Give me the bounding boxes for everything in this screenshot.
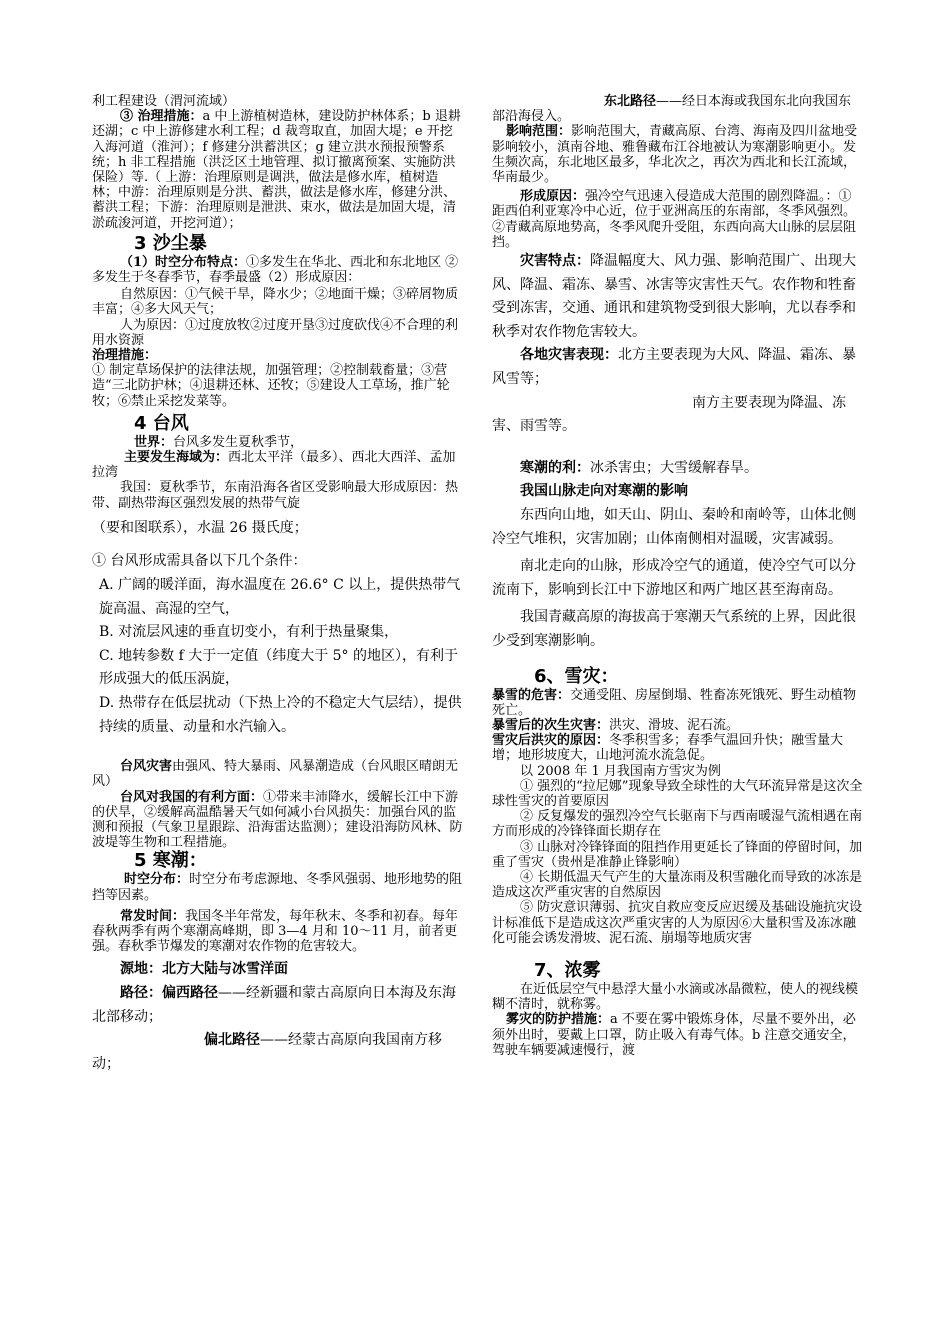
text: 降温幅度大、风力强、影响范围广、出现大风、降温、霜冻、暴雪、冰害等灾害性天气。农作物和牲畜受到冻害，交通、通讯和建筑物受到很大影响，尤以春季和秋季对农作物危害较大。 bbox=[492, 253, 856, 340]
list-item: D. 热带存在低层扰动（下热上冷的不稳定大气层结），提供持续的质量、动量和水汽输入。 bbox=[99, 695, 462, 735]
paragraph: 南北走向的山脉，形成冷空气的通道，使冷空气可以分流南下，影响到长江中下游地区和两广地区甚至海南岛。 bbox=[492, 558, 856, 598]
bold-label: 暴雪的危害： bbox=[492, 687, 571, 703]
paragraph bbox=[92, 909, 464, 955]
bold-label: 常发时间： bbox=[120, 908, 186, 924]
bold-label: 台风灾害 bbox=[120, 759, 173, 775]
paragraph bbox=[492, 124, 864, 185]
left-column bbox=[92, 94, 464, 1076]
paragraph bbox=[492, 189, 864, 250]
bold-label: 暴雪后的次生灾害： bbox=[492, 717, 610, 733]
bold-label: 主要发生海域为： bbox=[124, 450, 229, 466]
bold-label: ：偏西路径 bbox=[148, 985, 218, 1002]
bold-label: 寒潮的利： bbox=[520, 459, 590, 476]
text: 影响范围大，青藏高原、台湾、海南及四川盆地受影响较小，滇南谷地、雅鲁藏布江谷地被认为寒潮影响更小。发生频次高，东北地区最多，华北次之，再次为西北和长江流域，华南最少。 bbox=[492, 124, 858, 186]
section-heading-6: 6、雪灾： bbox=[534, 665, 619, 687]
paragraph bbox=[492, 1012, 864, 1058]
bold-label: 各地灾害表现： bbox=[520, 347, 618, 364]
right-column bbox=[492, 94, 864, 1058]
text: 洪灾、滑坡、泥石流。 bbox=[609, 717, 740, 733]
text: ——经新疆和蒙古高原向日本海及东海北部移动； bbox=[92, 985, 456, 1025]
list-item: ② 反复爆发的强烈冷空气长驱南下与西南暖湿气流相遇在南方而形成的冷锋锋面长期存在 bbox=[492, 809, 863, 840]
paragraph bbox=[492, 457, 864, 481]
text: 由强风、特大暴雨、风暴潮造成（台风眼区晴朗无风） bbox=[92, 759, 459, 790]
paragraph bbox=[492, 94, 864, 124]
text: ——经蒙古高原向我国南方移动； bbox=[92, 1032, 442, 1072]
bold-label: 时空分布： bbox=[124, 872, 190, 888]
text: 交通受阻、房屋倒塌、牲畜冻死饿死、野生动植物死亡。 bbox=[492, 687, 857, 718]
bold-label: 雾灾的防护措施： bbox=[506, 1012, 611, 1028]
list-item: C. 地转参数 f 大于一定值（纬度大于 5° 的地区），有利于形成强大的低压涡旋， bbox=[99, 647, 459, 688]
paragraph bbox=[492, 688, 864, 718]
section-heading-3: 3 沙尘暴 bbox=[134, 232, 207, 254]
paragraph bbox=[492, 733, 864, 763]
paragraph: 在近低层空气中悬浮大量小水滴或冰晶微粒，使人的视线模糊不清时，就称雾。 bbox=[492, 981, 859, 1013]
paragraph-heading: 源地：北方大陆与冰雪洋面 bbox=[120, 961, 288, 978]
paragraph bbox=[92, 982, 464, 1029]
paragraph bbox=[92, 872, 464, 902]
list-item: ③ 山脉对冷锋锋面的阻挡作用更延长了锋面的停留时间，加重了雪灾（贵州是准静止锋影响） bbox=[492, 839, 863, 870]
text: ①带来丰沛降水，缓解长江中下游的伏旱，②缓解高温酷暑天气如何减小台风损失：加强台风的监测和预报（气象卫星跟踪、沿海雷达监测）；建设沿海防风林、防波堤等生物和工程措施。 bbox=[92, 789, 463, 851]
paragraph bbox=[92, 759, 464, 789]
paragraph bbox=[92, 255, 464, 285]
text: a 不要在雾中锻炼身体，尽量不要外出，必须外出时，要戴上口罩，防止吸入有毒气体。b 注意交通安全，驾驶车辆要减速慢行，渡 bbox=[492, 1012, 856, 1058]
section-heading-5: 5 寒潮： bbox=[134, 850, 207, 872]
paragraph: 我国青藏高原的海拔高于寒潮天气系统的上界，因此很少受到寒潮影响。 bbox=[492, 609, 856, 649]
bold-label: 雪灾后洪灾的原因： bbox=[492, 733, 610, 749]
paragraph: 人为原因：①过度放牧②过度开垦③过度砍伐④不合理的利用水资源 bbox=[92, 317, 459, 348]
paragraph bbox=[92, 435, 464, 450]
bold-label: 灾害特点： bbox=[520, 253, 590, 270]
text: 台风多发生夏秋季节， bbox=[173, 434, 304, 450]
list-item: B. 对流层风速的垂直切变小，有利于热量聚集， bbox=[99, 624, 399, 641]
text: 冬季积雪多；春季气温回升快；融雪量大增；地形坡度大，山地河流水流急促。 bbox=[492, 733, 844, 764]
section-heading-7: 7、浓雾 bbox=[534, 959, 601, 981]
paragraph bbox=[92, 450, 464, 480]
text: a 中上游植树造林，建设防护林体系；b 退耕还湖；c 中上游修建水利工程；d 裁弯取直，加固大堤；e 开挖入海河道（淮河）；f 修建分洪蓄洪区；g 建立洪水预报预警系统；h 非工程措施（洪泛区土地管理、拟订撤离预案、实施防洪保险）等.（ 上游：治理原则是调洪，做法是修水库，植树造林；中游：治理原则是分洪、蓄洪，做法是修水库，修建分洪、蓄洪工程；下游：治理原则是泄洪、束水，做法是加固大堤，清淤疏浚河道，开挖河道）； bbox=[92, 109, 461, 231]
paragraph bbox=[492, 250, 864, 344]
paragraph: 自然原因：①气候干旱，降水少；②地面干燥；③碎屑物质丰富；④多大风天气； bbox=[92, 287, 459, 318]
bold-label: 台风对我国的有利方面： bbox=[120, 789, 264, 805]
paragraph bbox=[92, 790, 464, 851]
text: 时空分布考虑源地、冬季风强弱、地形地势的阻挡等因素。 bbox=[92, 872, 463, 903]
section-heading-4: 4 台风 bbox=[134, 412, 189, 434]
text: 西北太平洋（最多）、西北大西洋、孟加拉湾 bbox=[92, 450, 456, 481]
bold-label: ③ 治理措施： bbox=[120, 109, 203, 125]
text: 我国冬半年常发，每年秋末、冬季和初春。每年春秋两季有两个寒潮高峰期，即 3—4 月和 10～11 月，前者更强。春秋季节爆发的寒潮对农作物的危害较大。 bbox=[92, 908, 459, 955]
bold-label: 偏北路径 bbox=[204, 1032, 260, 1049]
text: 冰杀害虫；大雪缓解春旱。 bbox=[590, 459, 758, 476]
paragraph: 南方主要表现为降温、冻害、雨雪等。 bbox=[492, 394, 846, 435]
bold-label: 影响范围： bbox=[506, 124, 572, 140]
text: 强冷空气迅速入侵造成大范围的剧烈降温。：①距西伯利亚寒冷中心近，位于亚洲高压的东南部，冬季风强烈。②青藏高原地势高，冬季风爬升受阻，东西向高大山脉的层层阻挡。 bbox=[492, 189, 857, 250]
paragraph bbox=[92, 1029, 464, 1076]
paragraph: 以 2008 年 1 月我国南方雪灾为例 bbox=[520, 763, 721, 779]
paragraph: 利工程建设（渭河流域） bbox=[92, 94, 236, 109]
paragraph-heading: 我国山脉走向对寒潮的影响 bbox=[520, 483, 688, 500]
text: ——经日本海或我国东北向我国东部沿海侵入。 bbox=[492, 94, 852, 125]
paragraph bbox=[492, 718, 864, 733]
paragraph-heading: 治理措施： bbox=[92, 348, 158, 364]
list-item: ④ 长期低温天气产生的大量冻雨及积雪融化而导致的冰冻是造成这次严重灾害的自然原因 bbox=[492, 869, 863, 901]
bold-label: （1）时空分布特点： bbox=[120, 254, 247, 270]
paragraph: 东西向山地，如天山、阴山、秦岭和南岭等，山体北侧冷空气堆积，灾害加剧；山体南侧相对温暖，灾害减弱。 bbox=[492, 506, 856, 547]
paragraph: 我国：夏秋季节，东南沿海各省区受影响最大形成原因：热带、副热带海区强烈发展的热带气旋 bbox=[92, 480, 459, 511]
bold-label: 世界： bbox=[134, 434, 174, 450]
paragraph bbox=[492, 344, 864, 391]
paragraph: ① 台风形成需具备以下几个条件： bbox=[92, 553, 307, 570]
list-item: ⑤ 防灾意识薄弱、抗灾自救应变反应迟缓及基础设施抗灾设计标准低下是造成这次严重灾害的人为原因⑥大量积雪及冻冰融化可能会诱发滑坡、泥石流、崩塌等地质灾害 bbox=[492, 900, 863, 946]
list-item: A. 广阔的暖洋面，海水温度在 26.6° C 以上，提供热带气旋高温、高湿的空气， bbox=[99, 577, 461, 617]
paragraph bbox=[92, 109, 464, 231]
text: 北方主要表现为大风、降温、霜冻、暴风雪等； bbox=[492, 347, 856, 387]
list-item: ① 强烈的“拉尼娜”现象导致全球性的大气环流异常是这次全球性雪灾的首要原因 bbox=[492, 778, 863, 809]
paragraph: （要和图联系），水温 26 摄氏度； bbox=[92, 519, 308, 536]
bold-label: 形成原因： bbox=[520, 189, 586, 205]
text: ①多发生在华北、西北和东北地区 ②多发生于冬春季节，春季最盛（2）形成原因： bbox=[92, 254, 459, 286]
bold-label: 路径 bbox=[120, 985, 148, 1002]
paragraph: ① 制定草场保护的法律法规，加强管理；②控制载畜量；③营造“三北防护林；④退耕还林、还牧；⑤建设人工草场，推广轮牧；⑥禁止采挖发菜等。 bbox=[92, 363, 450, 409]
bold-label: 东北路径 bbox=[604, 94, 657, 109]
